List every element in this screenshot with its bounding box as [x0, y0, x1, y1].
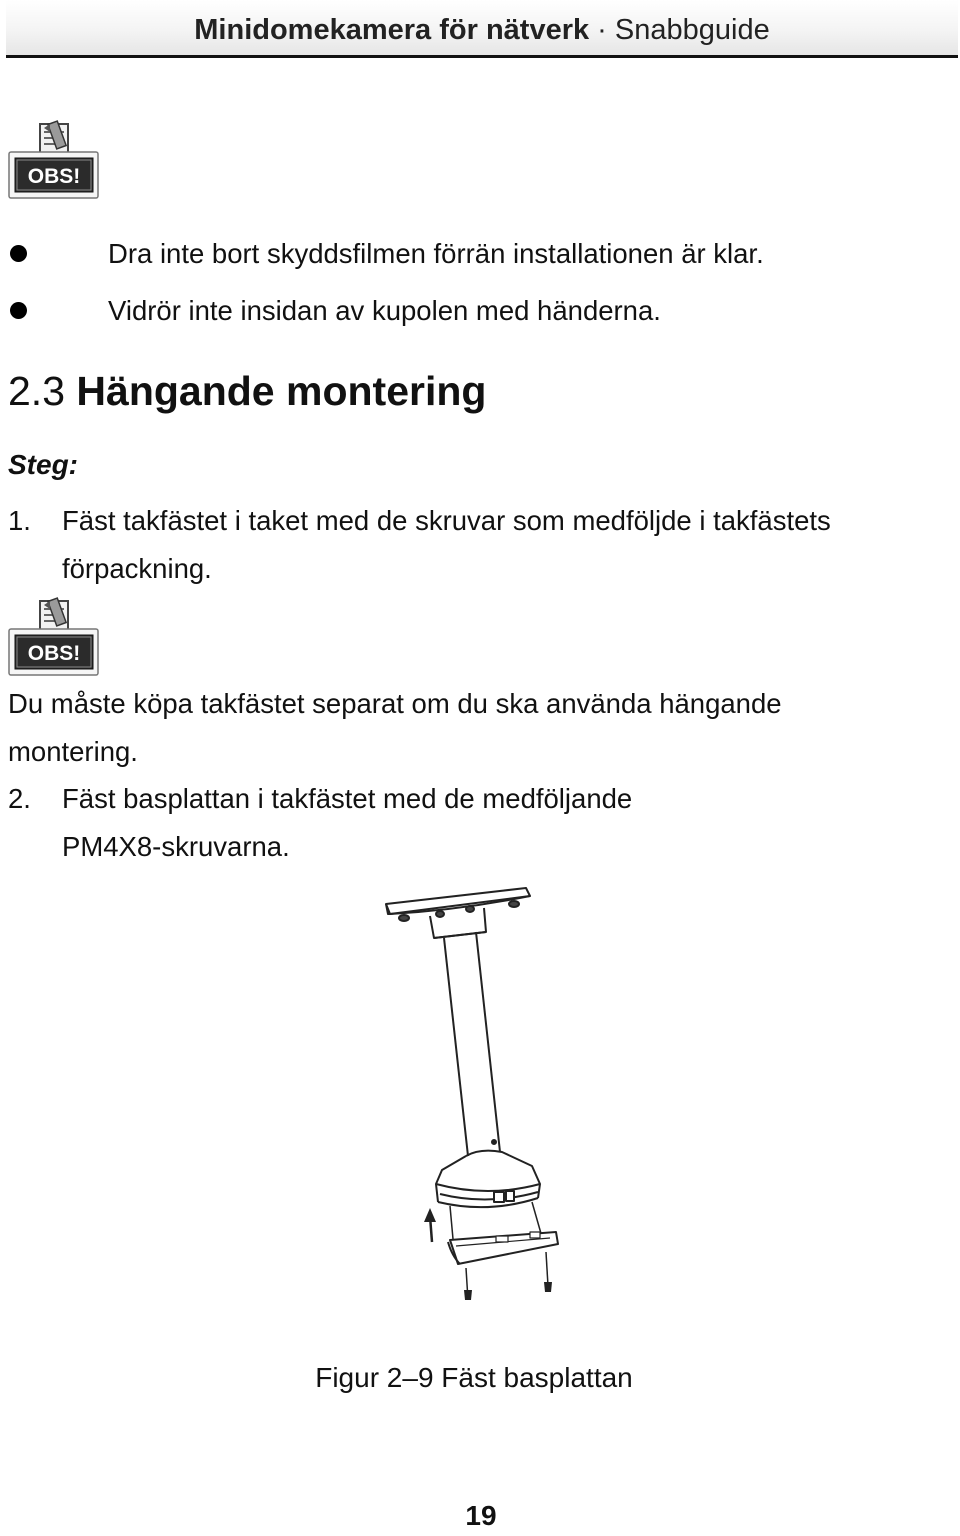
note-badge-label: OBS! — [27, 165, 81, 188]
note-icon — [8, 120, 100, 200]
pendant-mount-drawing — [360, 880, 580, 1320]
header-separator: · — [589, 14, 615, 46]
steps-label: Steg: — [8, 449, 78, 480]
header-title-bold: Minidomekamera för nätverk — [194, 14, 590, 46]
note-text-2: Vidrör inte insidan av kupolen med händerna. — [108, 295, 661, 326]
step-1-number: 1. — [8, 505, 31, 536]
note-icon — [8, 597, 100, 677]
note-pencil-icon — [8, 120, 100, 200]
bullet-icon — [10, 302, 27, 319]
note-middle-line-1: Du måste köpa takfästet separat om du ska använda hängande — [8, 688, 782, 719]
section-heading — [8, 367, 486, 415]
note-middle-line-2: montering. — [8, 736, 138, 767]
section-number: 2.3 — [8, 368, 65, 414]
note-pencil-icon — [8, 597, 100, 677]
header-title-regular: Snabbguide — [614, 14, 770, 46]
step-1-text-line-1: Fäst takfästet i taket med de skruvar som medföljde i takfästets — [62, 505, 831, 536]
section-title: Hängande montering — [76, 368, 487, 414]
header-title — [6, 14, 958, 47]
step-2-text-line-1: Fäst basplattan i takfästet med de medföljande — [62, 783, 633, 814]
pendant-mount-figure — [360, 880, 580, 1320]
figure-caption: Figur 2–9 Fäst basplattan — [315, 1362, 633, 1393]
page-header — [6, 0, 958, 58]
step-2-number: 2. — [8, 783, 31, 814]
step-1-text-line-2: förpackning. — [62, 553, 212, 584]
page-number: 19 — [465, 1500, 497, 1531]
note-text-1: Dra inte bort skyddsfilmen förrän installationen är klar. — [108, 238, 764, 269]
bullet-icon — [10, 245, 27, 262]
note-badge-label: OBS! — [27, 642, 81, 665]
step-2-text-line-2: PM4X8-skruvarna. — [62, 831, 290, 862]
